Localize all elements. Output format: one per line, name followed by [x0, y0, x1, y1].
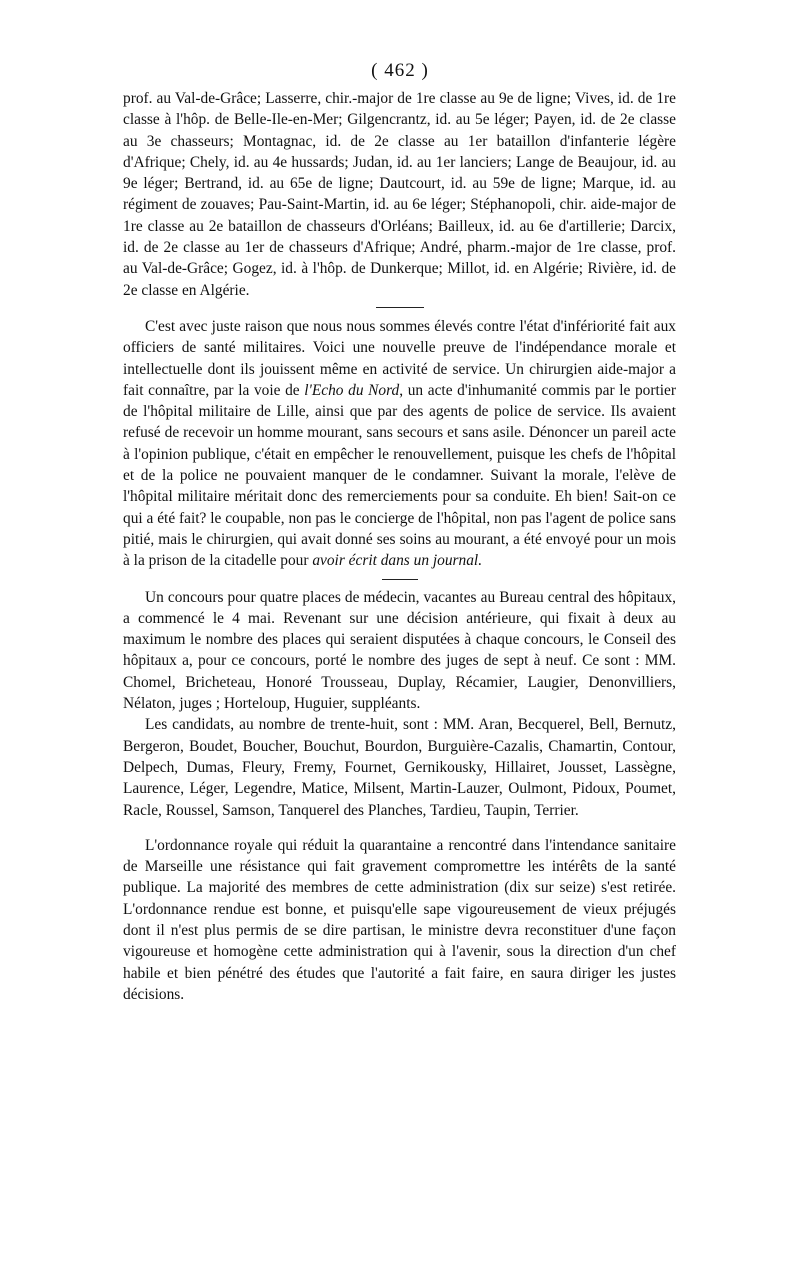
inhumanity-text: C'est avec juste raison que nous nous sommes élevés contre l'état d'infériorité fait aux officiers de santé militaires. Voici une nouvelle preuve de l'indépendance morale et intellectuelle dont ils jouissent même en activité de service. Un chirurgien aide-major a fait connaître, par la voie de [123, 317, 676, 399]
paragraph-gap [123, 821, 676, 835]
appointments-paragraph: prof. au Val-de-Grâce; Lasserre, chir.-major de 1re classe au 9e de ligne; Vives, id. de 1re classe à l'hôp. de Belle-Ile-en-Mer; Gilgencrantz, id. au 5e léger; Payen, id. de 2e classe au 3e chasseurs; Montagnac, id. de 2e classe au 1er bataillon d'infanterie légère d'Afrique; Chely, id. au 4e hussards; Judan, id. au 1er lanciers; Lange de Beaujour, id. au 9e léger; Bertrand, id. au 65e de ligne; Dautcourt, id. au 59e de ligne; Marque, id. au régiment de zouaves; Pau-Saint-Martin, id. au 6e léger; Stéphanopoli, chir. aide-major de 1re classe au 2e bataillon de chasseurs d'Orléans; Bailleux, id. au 6e d'artillerie; Darcix, id. de 2e classe au 1er de chasseurs d'Afrique; André, pharm.-major de 1re classe, prof. au Val-de-Grâce; Gogez, id. à l'hôp. de Dunkerque; Millot, id. en Algérie; Rivière, id. de 2e classe en Algérie. [123, 90, 676, 299]
quarantine-paragraph: L'ordonnance royale qui réduit la quarantaine a rencontré dans l'intendance sanitaire de Marseille une résistance qui fait gravement compromettre les intérêts de la santé publique. La majorité des membres de cette administration (dix sur seize) s'est retirée. L'ordonnance rendue est bonne, et puisqu'elle sape vigoureusement de vieux préjugés dont il n'est plus permis de se dire partisan, le ministre devra reconstituer d'une façon vigoureuse et homogène cette administration qui à l'avenir, sous la direction d'un chef habile et bien pénétré des études que l'autorité a fait faire, en saura diriger les justes décisions. [123, 836, 676, 1003]
candidates-paragraph: Les candidats, au nombre de trente-huit, sont : MM. Aran, Becquerel, Bell, Bernutz, Bergeron, Boudet, Boucher, Bouchut, Bourdon, Burguière-Cazalis, Chamartin, Contour, Delpech, Dumas, Fleury, Fremy, Fournet, Gernikousky, Hillairet, Jousset, Lassègne, Laurence, Léger, Legendre, Matice, Milsent, Martin-Lauzer, Oulmont, Pidoux, Poumet, Racle, Roussel, Samson, Tanquerel des Planches, Tardieu, Taupin, Terrier. [123, 716, 676, 819]
inhumanity-text-rest: , un acte d'inhumanité commis par le portier de l'hôpital militaire de Lille, ainsi que par des agents de police de service. Ils avaient refusé de recevoir un homme mourant, sans secours et sans asile. Dénoncer un pareil acte à l'opinion publique, c'était en empêcher le renouvellement, puisque les chefs de l'hôpital et de la police ne pouvaient manquer de le condamner. Suivant la morale, l'elève de l'hôpital militaire méritait donc des remerciements pour sa conduite. Eh bien! Sait-on ce qui a été fait? le coupable, non pas le concierge de l'hôpital, non pas l'agent de police sans pitié, mais le chirurgien, qui avait donné ses soins au mourant, a été envoyé pour un mois à la prison de la citadelle pour [123, 381, 676, 570]
text-column [123, 88, 676, 1005]
section-separator [376, 307, 424, 308]
concours-paragraph: Un concours pour quatre places de médecin, vacantes au Bureau central des hôpitaux, a commencé le 4 mai. Revenant sur une décision antérieure, qui fixait à deux au maximum le nombre des places qui seraient disputées à chaque concours, le Conseil des hôpitaux a, pour ce concours, porté le nombre des juges de sept à neuf. Ce sont : MM. Chomel, Bricheteau, Honoré Trousseau, Duplay, Récamier, Laugier, Denonvilliers, Nélaton, juges ; Horteloup, Huguier, suppléants. [123, 588, 676, 713]
inhumanity-paragraph [123, 316, 676, 572]
section-separator [382, 579, 418, 580]
journal-title: l'Echo du Nord [304, 381, 400, 399]
page-number: ( 462 ) [371, 60, 429, 81]
inhumanity-ending: avoir écrit dans un journal. [312, 552, 483, 570]
